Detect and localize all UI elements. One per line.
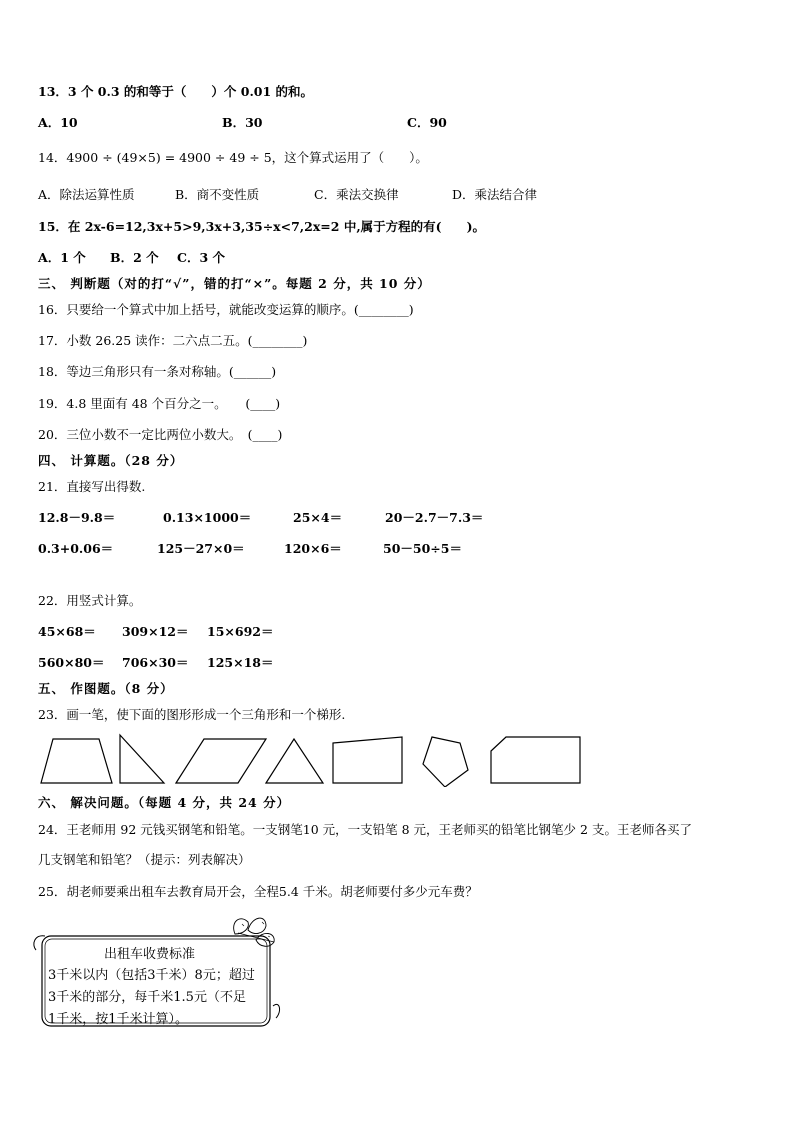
question-18: 18．等边三角形只有一条对称轴。(______) [38, 364, 277, 379]
taxi-card-line: 3千米以内（包括3千米）8元；超过 [48, 968, 255, 983]
question-20: 20．三位小数不一定比两位小数大。 (____) [38, 427, 283, 442]
question-14-stem: 14．4900 ÷ (49×5) = 4900 ÷ 49 ÷ 5，这个算式运用了（ ）。 [38, 150, 428, 165]
trapezoid-shape [41, 739, 112, 783]
section-4-heading: 四、 计算题。（28 分） [38, 453, 184, 468]
question-14-option-d: D．乘法结合律 [452, 187, 538, 202]
q21-item: 20－2.7－7.3＝ [385, 510, 484, 525]
question-14-option-b: B．商不变性质 [175, 187, 260, 202]
q21-item: 50－50÷5＝ [383, 541, 462, 556]
q22-item: 706×30＝ [122, 655, 189, 670]
question-15-option-a: A．1 个 [38, 250, 86, 265]
question-15-option-c: C．3 个 [177, 250, 225, 265]
question-14-option-a: A．除法运算性质 [38, 187, 135, 202]
question-24-line2: 几支钢笔和铅笔？（提示：列表解决） [38, 852, 251, 867]
leaf-decoration-icon [234, 918, 275, 946]
question-16: 16．只要给一个算式中加上括号，就能改变运算的顺序。(________) [38, 302, 414, 317]
section-3-heading: 三、 判断题（对的打“√”，错的打“×”。每题 2 分，共 10 分） [38, 276, 431, 291]
question-15-option-b: B．2 个 [110, 250, 159, 265]
triangle-shape [266, 739, 323, 783]
q21-item: 120×6＝ [284, 541, 342, 556]
question-25: 25．胡老师要乘出租车去教育局开会，全程5.4 千米。胡老师要付多少元车费？ [38, 884, 478, 899]
question-13-option-c: C．90 [407, 115, 447, 130]
section-5-heading: 五、 作图题。（8 分） [38, 681, 174, 696]
q22-item: 309×12＝ [122, 624, 189, 639]
q22-item: 125×18＝ [207, 655, 274, 670]
question-21-stem: 21．直接写出得数. [38, 479, 146, 494]
taxi-card-title: 出租车收费标准 [104, 947, 196, 962]
right-triangle-shape [120, 735, 164, 783]
q21-item: 0.3+0.06＝ [38, 541, 114, 556]
pentagon-shape [423, 737, 468, 787]
q23-shapes [36, 733, 586, 787]
q22-item: 15×692＝ [207, 624, 274, 639]
question-13-option-a: A．10 [38, 115, 78, 130]
question-22-stem: 22．用竖式计算。 [38, 593, 142, 608]
quadrilateral-shape [333, 737, 402, 783]
question-17: 17．小数 26.25 读作：二六点二五。(________) [38, 333, 308, 348]
question-19: 19．4.8 里面有 48 个百分之一。 (____) [38, 396, 281, 411]
question-24-line1: 24．王老师用 92 元钱买钢笔和铅笔。一支钢笔10 元，一支铅笔 8 元，王老师买的铅笔比钢笔少 2 支。王老师各买了 [38, 822, 692, 837]
q21-item: 0.13×1000＝ [163, 510, 252, 525]
question-14-option-c: C．乘法交换律 [314, 187, 399, 202]
taxi-card-line: 3千米的部分，每千米1.5元（不足 [48, 990, 246, 1005]
question-13-stem: 13．3 个 0.3 的和等于（ ）个 0.01 的和。 [38, 84, 314, 99]
q21-item: 12.8－9.8＝ [38, 510, 116, 525]
q22-item: 45×68＝ [38, 624, 96, 639]
parallelogram-shape [176, 739, 266, 783]
taxi-card-line: 1千米，按1千米计算）。 [48, 1012, 189, 1027]
pentagon-cut-rectangle-shape [491, 737, 580, 783]
question-23: 23．画一笔，使下面的图形形成一个三角形和一个梯形. [38, 707, 346, 722]
q21-item: 25×4＝ [293, 510, 343, 525]
question-15-stem: 15．在 2x-6=12,3x+5>9,3x+3,35÷x<7,2x=2 中,属于方程的有( )。 [38, 219, 485, 234]
q21-item: 125－27×0＝ [157, 541, 245, 556]
section-6-heading: 六、 解决问题。（每题 4 分，共 24 分） [38, 795, 291, 810]
q22-item: 560×80＝ [38, 655, 105, 670]
question-13-option-b: B．30 [222, 115, 263, 130]
